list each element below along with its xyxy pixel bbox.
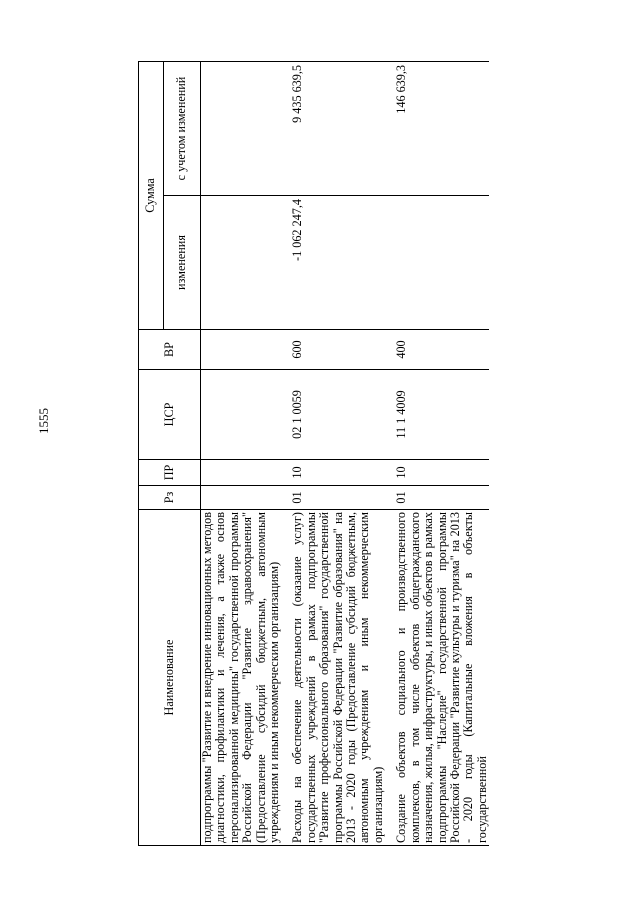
row-change xyxy=(201,196,282,330)
row-change: -1 062 247,4 xyxy=(291,196,385,330)
row-rz: 01 xyxy=(291,486,385,510)
row-change xyxy=(395,196,489,330)
row-vr: 400 xyxy=(395,330,489,370)
row-csr: 11 1 4009 xyxy=(395,370,489,460)
row-with-changes xyxy=(201,61,282,195)
row-with-changes: 9 435 639,5 xyxy=(291,61,385,195)
row-rz xyxy=(201,486,282,510)
header-vr: ВР xyxy=(139,330,201,370)
header-pr: ПР xyxy=(139,460,201,486)
header-sum: Сумма xyxy=(139,61,164,329)
row-csr: 02 1 0059 xyxy=(291,370,385,460)
header-csr: ЦСР xyxy=(139,370,201,460)
row-name: Расходы на обеспечение деятельности (оказание услуг) государственных учреждений в рамках подпрограммы "Развитие профессионального образования" государственной программы Российской Федерации "Развитие образования" на 2013 - 2020 годы (Предоставление субсидий бюджетным, автономным учреждениям и иным некоммерческим организациям) xyxy=(291,510,385,846)
page-number: 1555 xyxy=(36,408,51,434)
header-name: Наименование xyxy=(139,510,201,846)
row-vr: 600 xyxy=(291,330,385,370)
header-rz: Рз xyxy=(139,486,201,510)
table-row xyxy=(201,61,282,845)
header-with-changes: с учетом изменений xyxy=(164,61,201,195)
budget-table-sheet xyxy=(138,62,574,846)
header-change: изменения xyxy=(164,196,201,330)
table-row xyxy=(291,61,385,845)
row-name: Создание объектов социального и производственного комплексов, в том числе объектов общегражданского назначения, жилья, инфраструктуры, и иных объектов в рамках подпрограммы "Наследие" государственной программы Российской Федерации "Развитие культуры и туризма" на 2013 - 2020 годы (Капитальные вложения в объекты государственной xyxy=(395,510,489,846)
row-name: подпрограммы "Развитие и внедрение инновационных методов диагностики, профилактики и лечения, а также основ персонализированной медицины" государственной программы Российской Федерации "Развитие здравоохранения" (Предоставление субсидий бюджетным, автономным учреждениям и иным некоммерческим организациям) xyxy=(201,510,282,846)
row-pr: 10 xyxy=(395,460,489,486)
row-with-changes: 146 639,3 xyxy=(395,61,489,195)
table-row xyxy=(395,61,489,845)
row-rz: 01 xyxy=(395,486,489,510)
row-pr xyxy=(201,460,282,486)
row-csr xyxy=(201,370,282,460)
budget-table xyxy=(138,61,489,846)
row-vr xyxy=(201,330,282,370)
row-pr: 10 xyxy=(291,460,385,486)
